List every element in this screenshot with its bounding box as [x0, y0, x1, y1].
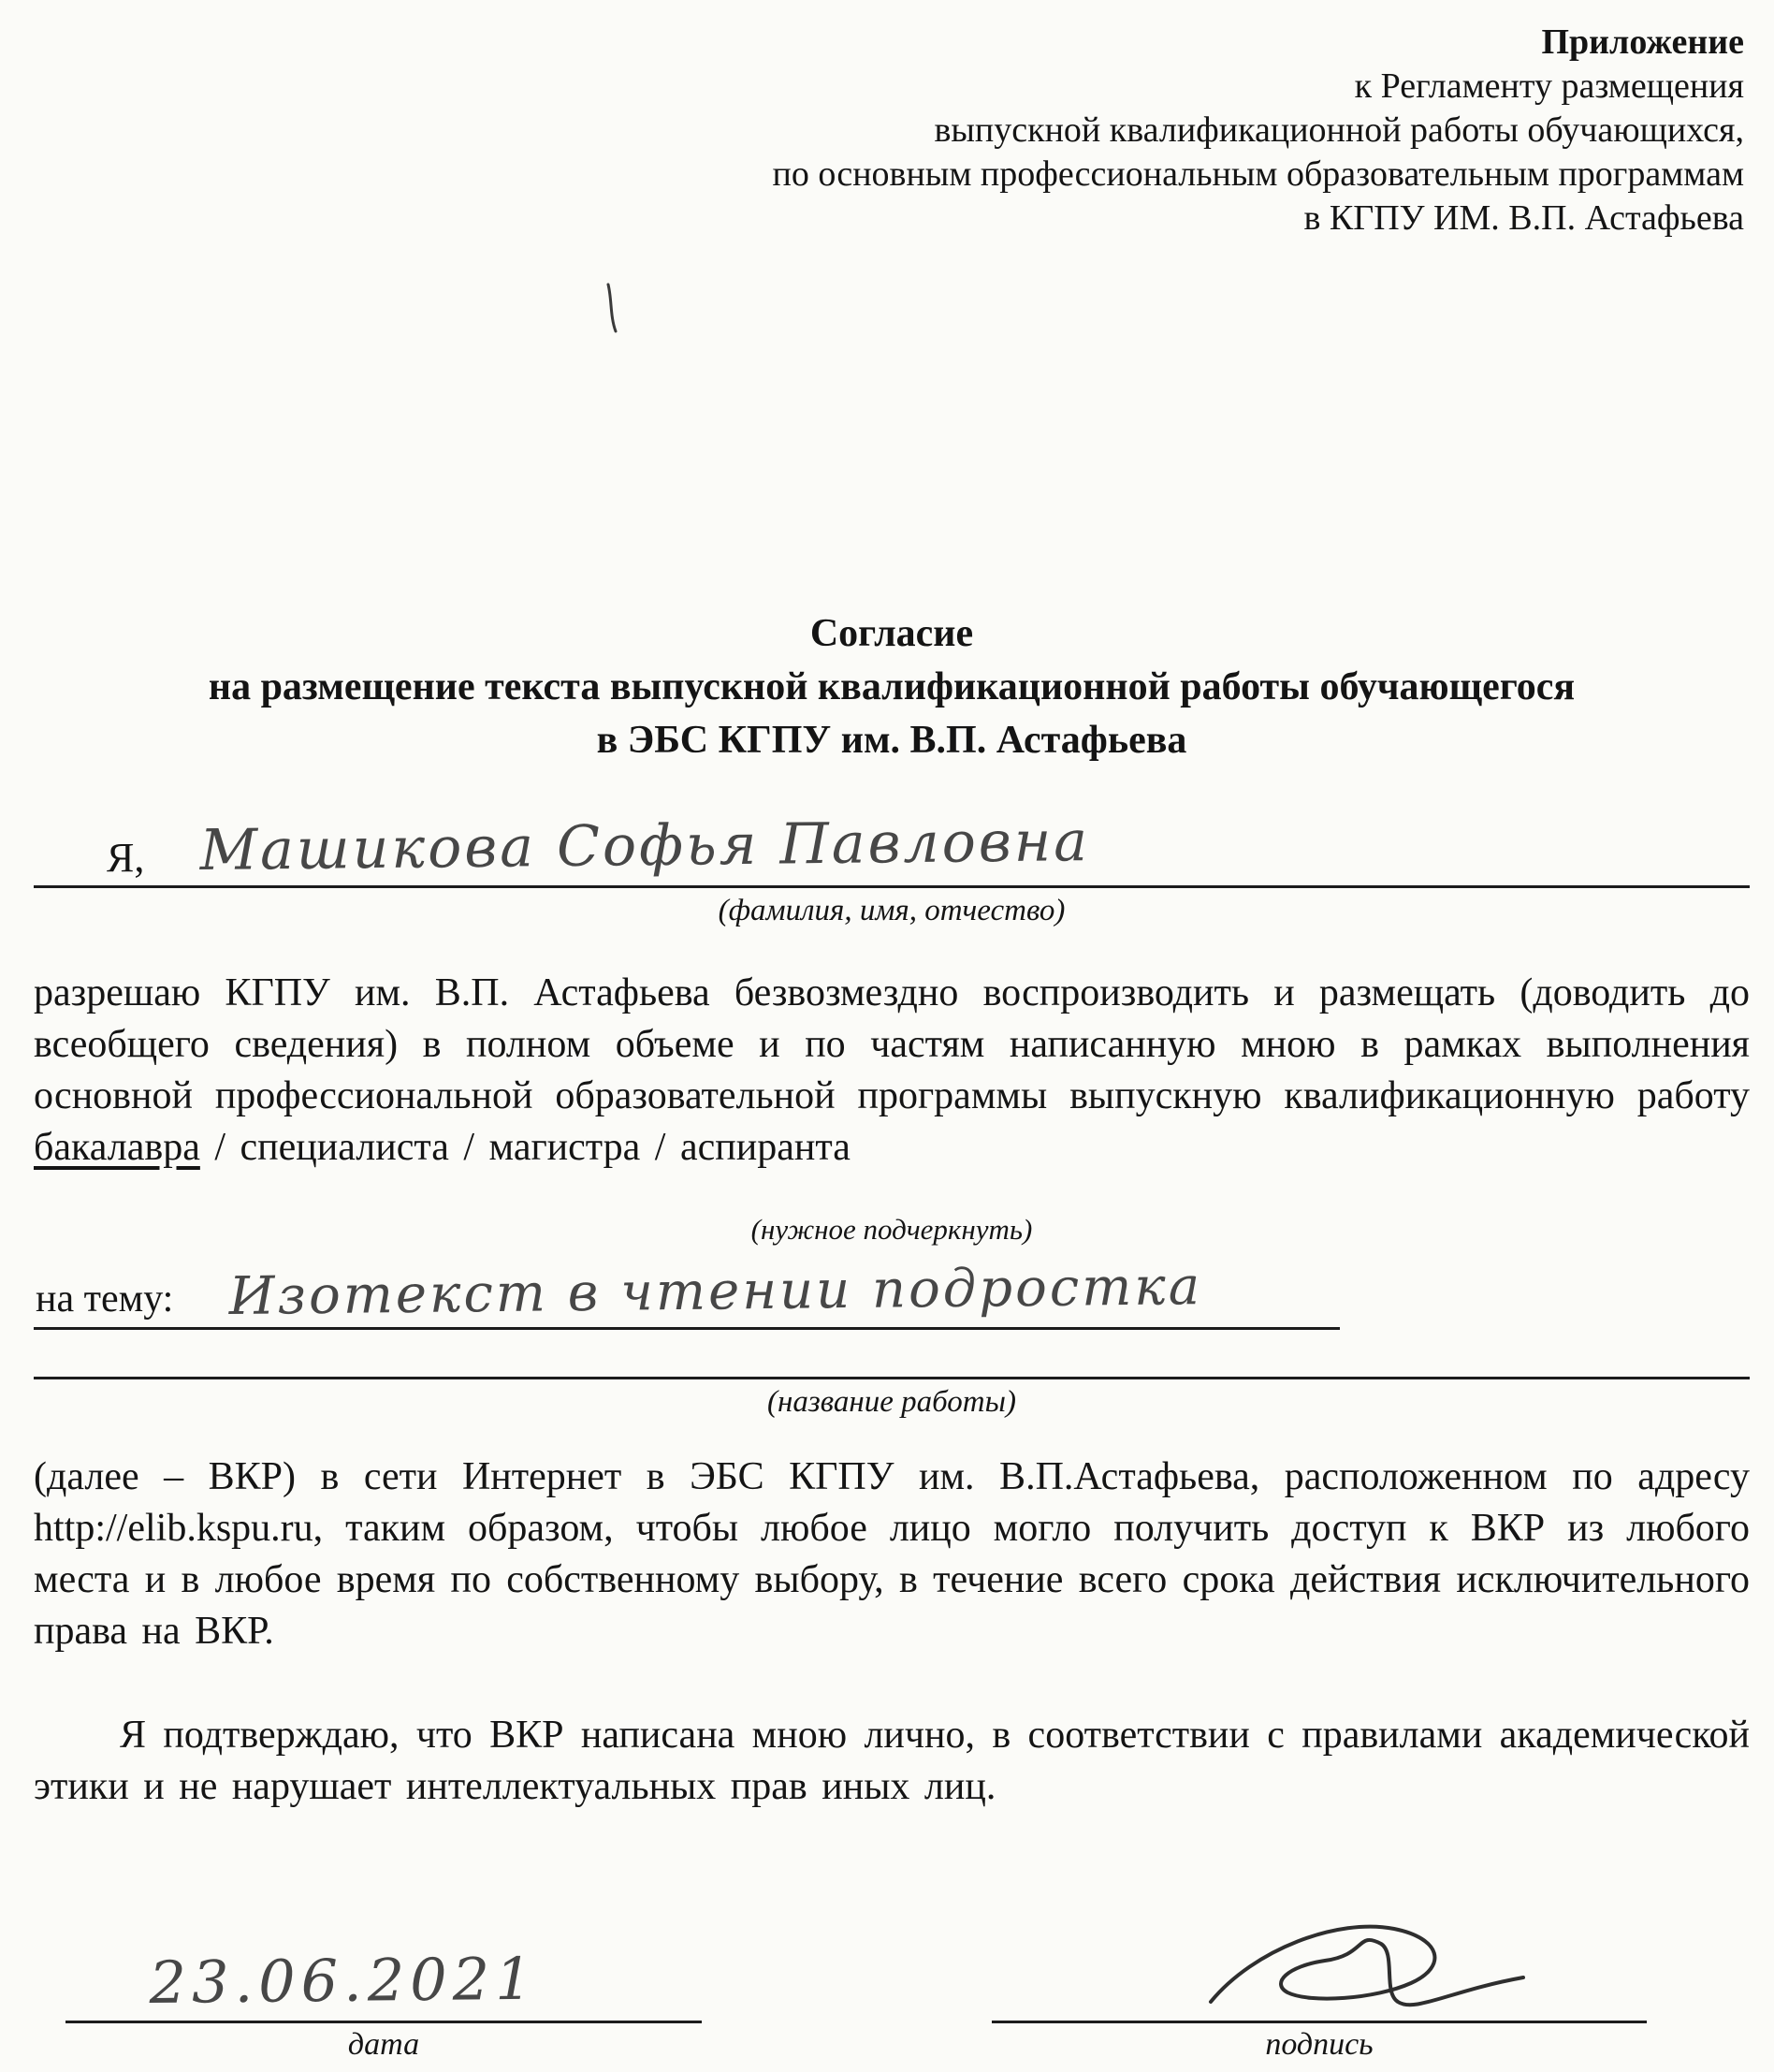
signature-label: подпись	[1265, 2027, 1374, 2062]
signature-block	[992, 1916, 1647, 2063]
underline-needed-caption: (нужное подчеркнуть)	[750, 1213, 1033, 1246]
full-name-caption: (фамилия, имя, отчество)	[718, 894, 1066, 927]
topic-prefix-label: на тему:	[36, 1277, 174, 1321]
date-block	[65, 1916, 702, 2063]
signature-fill-line	[992, 1916, 1647, 2023]
full-name-fill-line	[34, 805, 1750, 888]
permission-text-before: разрешаю КГПУ им. В.П. Астафьева безвозмездно воспроизводить и размещать (доводить до всеобщего сведения) в полном объеме и по частям написанную мною в рамках выполнения основной профессиональной образовательной программы выпускную квалификационную работу	[34, 971, 1750, 1117]
date-fill-line	[65, 1916, 702, 2023]
topic-blank-rule	[34, 1377, 1750, 1379]
header-line: выпускной квалификационной работы обучающихся,	[934, 110, 1744, 150]
header-line: Приложение	[1541, 22, 1744, 62]
title-line: на размещение текста выпускной квалификационной работы обучающегося	[208, 665, 1576, 708]
signature-ink	[1198, 1912, 1534, 2034]
name-prefix-label: Я,	[107, 835, 145, 881]
permission-paragraph	[34, 968, 1750, 1174]
topic-fill-line	[34, 1254, 1340, 1330]
internet-paragraph: (далее – ВКР) в сети Интернет в ЭБС КГПУ им. В.П.Астафьева, расположенном по адресу http://elib.kspu.ru, таким образом, чтобы любое лицо могло получить доступ к ВКР из любого места и в любое время по собственному выбору, в течение всего срока действия исключительного права на ВКР.	[34, 1455, 1750, 1653]
topic-caption: (название работы)	[767, 1385, 1016, 1419]
permission-text-after: / специалиста / магистра / аспиранта	[199, 1126, 851, 1169]
stray-pen-mark	[599, 281, 627, 337]
header-line: по основным профессиональным образовательным программам	[772, 154, 1744, 194]
title-line: Согласие	[809, 612, 974, 655]
confirmation-paragraph: Я подтверждаю, что ВКР написана мною лично, в соответствии с правилами академической этики и не нарушает интеллектуальных прав иных лиц.	[34, 1714, 1750, 1808]
date-label: дата	[347, 2027, 420, 2062]
header-line: к Регламенту размещения	[1354, 66, 1744, 106]
degree-option-underlined: бакалавра	[34, 1126, 200, 1169]
handwritten-date: 23.06.2021	[149, 1944, 538, 2018]
title-line: в ЭБС КГПУ им. В.П. Астафьева	[596, 719, 1187, 762]
signature-footer	[34, 1916, 1750, 2063]
document-header	[34, 21, 1750, 241]
handwritten-topic: Изотекст в чтении подростка	[228, 1256, 1203, 1327]
header-line: в КГПУ ИМ. В.П. Астафьева	[1303, 198, 1744, 238]
document-title	[34, 607, 1750, 767]
handwritten-full-name: Машикова Софья Павловна	[199, 809, 1091, 884]
